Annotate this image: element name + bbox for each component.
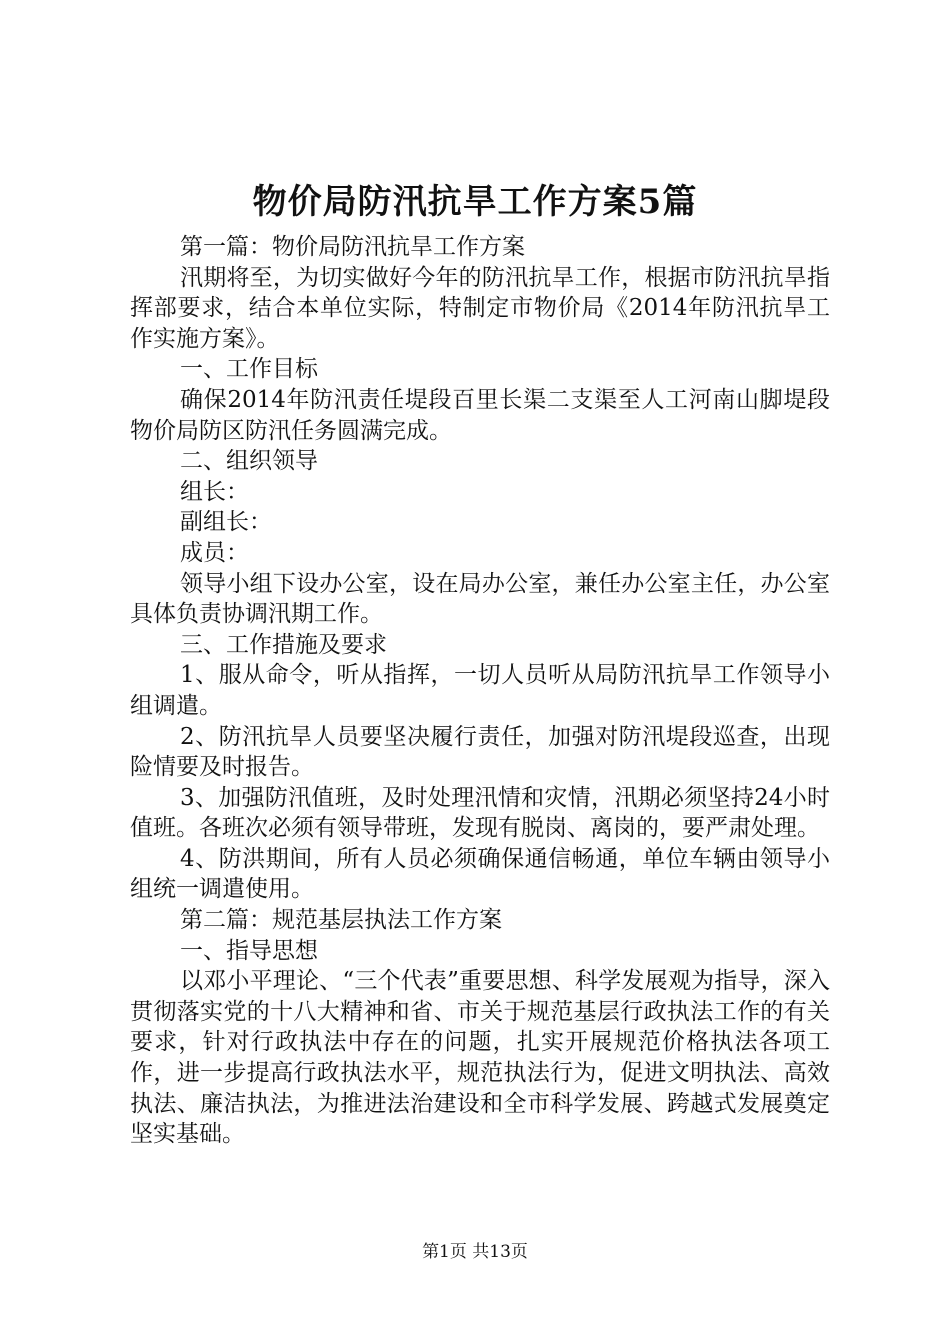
body-paragraph: 确保2014年防汛责任堤段百里长渠二支渠至人工河南山脚堤段物价局防区防汛任务圆满完成。 [130, 386, 830, 444]
list-item: 1、服从命令，听从指挥，一切人员听从局防汛抗旱工作领导小组调遣。 [130, 662, 830, 719]
list-item: 4、防洪期间，所有人员必须确保通信畅通，单位车辆由领导小组统一调遣使用。 [130, 845, 830, 903]
body-line: 成员： [180, 539, 249, 566]
document-title: 物价局防汛抗旱工作方案5篇 [252, 182, 698, 222]
body-paragraph: 领导小组下设办公室，设在局办公室，兼任办公室主任，办公室具体负责协调汛期工作。 [130, 570, 830, 628]
section-heading: 三、工作措施及要求 [180, 631, 387, 658]
list-item: 2、防汛抗旱人员要坚决履行责任，加强对防汛堤段巡查，出现险情要及时报告。 [130, 723, 830, 781]
section-heading: 二、组织领导 [180, 448, 318, 475]
page-footer: 第1页 共13页 [422, 1242, 528, 1262]
list-item: 3、加强防汛值班，及时处理汛情和灾情，汛期必须坚持24小时值班。各班次必须有领导带班，发现有脱岗、离岗的，要严肃处理。 [130, 784, 830, 842]
body-line: 组长： [180, 478, 249, 505]
section-heading: 一、指导思想 [180, 937, 318, 964]
body-paragraph: 以邓小平理论、“三个代表”重要思想、科学发展观为指导，深入贯彻落实党的十八大精神和省、市关于规范基层行政执法工作的有关要求，针对行政执法中存在的问题，扎实开展规范价格执法各项工作，进一步提高行政执法水平，规范执法行为，促进文明执法、高效执法、廉洁执法，为推进法治建设和全市科学发展、跨越式发展奠定坚实基础。 [130, 968, 830, 1148]
section-heading-part1: 第一篇：物价局防汛抗旱工作方案 [180, 234, 525, 260]
document-body [130, 232, 830, 1150]
body-paragraph: 汛期将至，为切实做好今年的防汛抗旱工作，根据市防汛抗旱指挥部要求，结合本单位实际，特制定市物价局《2014年防汛抗旱工作实施方案》。 [130, 264, 830, 352]
section-heading-part2: 第二篇：规范基层执法工作方案 [180, 907, 502, 934]
section-heading: 一、工作目标 [180, 356, 318, 383]
body-line: 副组长： [180, 509, 272, 536]
